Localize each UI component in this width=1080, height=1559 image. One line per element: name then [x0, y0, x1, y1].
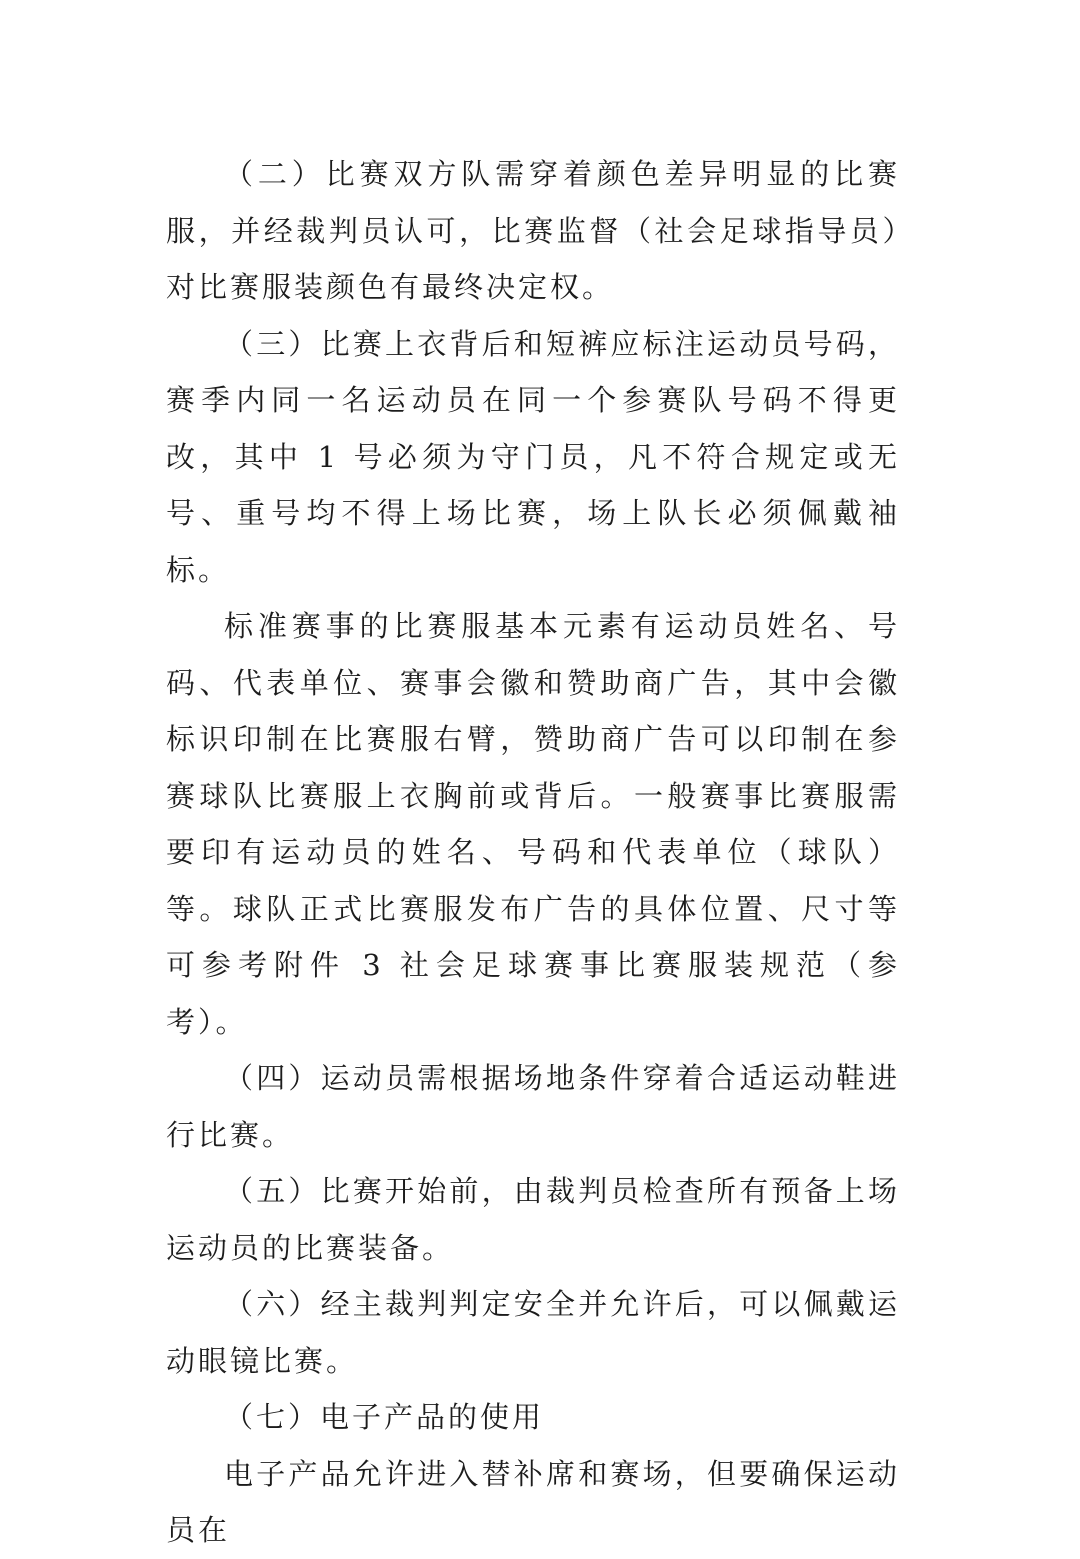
- paragraph-sports-glasses: （六）经主裁判判定安全并允许后，可以佩戴运动眼镜比赛。: [166, 1287, 900, 1378]
- document-body: [166, 146, 900, 1559]
- paragraph-footwear: （四）运动员需根据场地条件穿着合适运动鞋进行比赛。: [166, 1061, 900, 1152]
- paragraph-electronics-heading: （七）电子产品的使用: [224, 1400, 545, 1434]
- paragraph-equipment-check: （五）比赛开始前，由裁判员检查所有预备上场运动员的比赛装备。: [166, 1174, 900, 1265]
- paragraph-kit-elements: 标准赛事的比赛服基本元素有运动员姓名、号码、代表单位、赛事会徽和赞助商广告，其中会徽标识印制在比赛服右臂，赞助商广告可以印制在参赛球队比赛服上衣胸前或背后。一般赛事比赛服需要印有运动员的姓名、号码和代表单位（球队）等。球队正式比赛服发布广告的具体位置、尺寸等可参考附件 3 社会足球赛事比赛服装规范（参考）。: [166, 609, 900, 1039]
- paragraph-electronics-use: 电子产品允许进入替补席和赛场，但要确保运动员在: [166, 1456, 900, 1547]
- paragraph-team-kit-colors: （二）比赛双方队需穿着颜色差异明显的比赛服，并经裁判员认可，比赛监督（社会足球指导员）对比赛服装颜色有最终决定权。: [166, 157, 900, 304]
- paragraph-player-numbers: （三）比赛上衣背后和短裤应标注运动员号码，赛季内同一名运动员在同一个参赛队号码不得更改，其中 1 号必须为守门员，凡不符合规定或无号、重号均不得上场比赛，场上队长必须佩戴袖标。: [166, 326, 900, 587]
